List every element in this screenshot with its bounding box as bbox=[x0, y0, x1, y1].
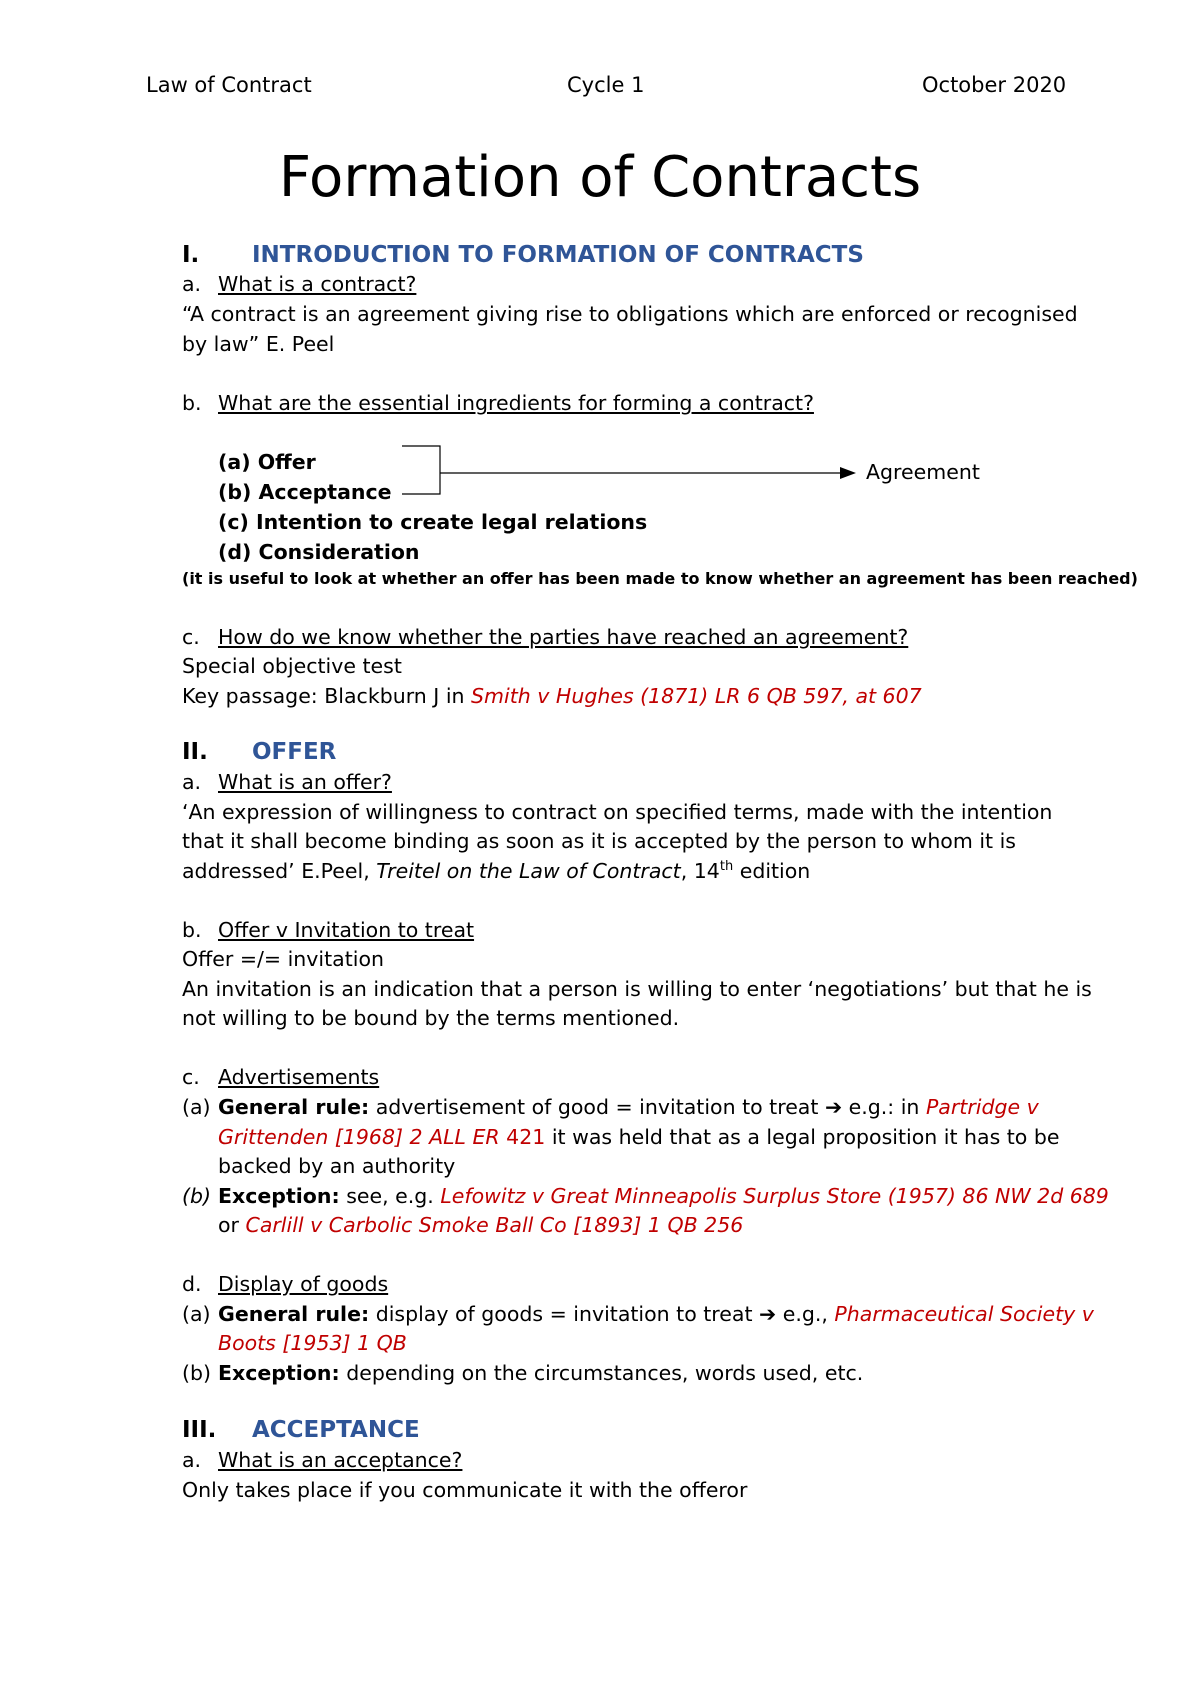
edition-number: , 14 bbox=[680, 859, 720, 883]
list-label: c. bbox=[182, 1065, 200, 1089]
case-citation: Pharmaceutical Society v bbox=[834, 1302, 1094, 1326]
section-title: ACCEPTANCE bbox=[252, 1417, 420, 1443]
subheading-text: How do we know whether the parties have reached an agreement? bbox=[218, 625, 909, 649]
subheading-text: Advertisements bbox=[218, 1065, 380, 1089]
rule-text: depending on the circumstances, words used, etc. bbox=[339, 1361, 864, 1385]
case-citation: Partridge v bbox=[925, 1095, 1039, 1119]
subheading-essential-ingredients bbox=[182, 389, 814, 418]
rule-label: General rule: bbox=[218, 1095, 370, 1119]
subheading-text: What is an acceptance? bbox=[218, 1448, 463, 1472]
case-citation: Smith v Hughes (1871) LR 6 QB 597, at 607 bbox=[471, 684, 922, 708]
offer-definition-line-2: that it shall become binding as soon as it is accepted by the person to whom it is bbox=[182, 829, 1016, 853]
arrow-head bbox=[840, 467, 856, 479]
definition-source: addressed’ E.Peel, bbox=[182, 859, 377, 883]
ingredient-consideration: (d) Consideration bbox=[218, 540, 420, 564]
section-heading-1 bbox=[182, 242, 864, 268]
subheading-text: Offer v Invitation to treat bbox=[218, 918, 475, 942]
example-text: e.g.: in bbox=[842, 1095, 926, 1119]
list-label: d. bbox=[182, 1272, 202, 1296]
rule-label: Exception: bbox=[218, 1361, 340, 1385]
subheading-advertisements bbox=[182, 1063, 379, 1092]
header-right: October 2020 bbox=[922, 73, 1067, 97]
contract-quote-line-1: “A contract is an agreement giving rise to obligations which are enforced or recognised bbox=[182, 302, 1078, 326]
case-citation: Carlill v Carbolic Smoke Ball Co [1893] 1 QB 256 bbox=[245, 1213, 744, 1237]
subheading-text: Display of goods bbox=[218, 1272, 389, 1296]
offer-definition-line-3 bbox=[182, 857, 810, 886]
display-exception bbox=[182, 1359, 863, 1388]
example-text: e.g., bbox=[776, 1302, 835, 1326]
objective-test-text: Special objective test bbox=[182, 654, 402, 678]
display-general-rule-line-2 bbox=[218, 1329, 407, 1358]
header-center: Cycle 1 bbox=[567, 73, 645, 97]
section-title: INTRODUCTION TO FORMATION OF CONTRACTS bbox=[252, 242, 864, 268]
subheading-display-of-goods bbox=[182, 1270, 388, 1299]
case-citation: Lefowitz v Great Minneapolis Surplus Store (1957) 86 NW 2d 689 bbox=[440, 1184, 1109, 1208]
offer-definition-line-1: ‘An expression of willingness to contract on specified terms, made with the intention bbox=[182, 800, 1053, 824]
offer-note: (it is useful to look at whether an offer has been made to know whether an agreement has been reached) bbox=[182, 569, 1138, 588]
section-number: I. bbox=[182, 242, 200, 268]
case-page-number: 421 bbox=[499, 1125, 546, 1149]
agreement-bracket-arrow bbox=[400, 440, 860, 500]
rule-label: General rule: bbox=[218, 1302, 370, 1326]
rule-label: Exception: bbox=[218, 1184, 340, 1208]
section-heading-3 bbox=[182, 1417, 420, 1443]
list-label: (a) bbox=[182, 1095, 211, 1119]
list-label: (b) bbox=[182, 1361, 212, 1385]
ordinal-suffix: th bbox=[719, 859, 734, 875]
subheading-what-is-acceptance bbox=[182, 1446, 462, 1475]
section-number: II. bbox=[182, 739, 208, 765]
list-label: a. bbox=[182, 770, 202, 794]
bracket-line bbox=[402, 446, 440, 494]
advert-general-rule-line-3: backed by an authority bbox=[218, 1154, 456, 1178]
edition-word: edition bbox=[733, 859, 811, 883]
ingredient-intention: (c) Intention to create legal relations bbox=[218, 510, 648, 534]
key-passage-text bbox=[182, 682, 922, 711]
rule-text: display of goods = invitation to treat bbox=[369, 1302, 760, 1326]
subheading-text: What is a contract? bbox=[218, 272, 417, 296]
advert-general-rule bbox=[182, 1093, 1039, 1122]
acceptance-definition: Only takes place if you communicate it with the offeror bbox=[182, 1478, 748, 1502]
rule-text: advertisement of good = invitation to treat bbox=[369, 1095, 825, 1119]
list-label: a. bbox=[182, 272, 202, 296]
key-passage-prefix: Key passage: Blackburn J in bbox=[182, 684, 472, 708]
subheading-text: What is an offer? bbox=[218, 770, 392, 794]
advert-general-rule-line-2 bbox=[218, 1123, 1059, 1152]
list-label: c. bbox=[182, 625, 200, 649]
list-label: b. bbox=[182, 918, 202, 942]
list-label: (b) bbox=[182, 1184, 212, 1208]
ingredient-offer: (a) Offer bbox=[218, 450, 316, 474]
arrow-icon: ➔ bbox=[824, 1095, 843, 1119]
list-label: b. bbox=[182, 391, 202, 415]
subheading-what-is-offer bbox=[182, 768, 392, 797]
rule-text: see, e.g. bbox=[339, 1184, 441, 1208]
contract-quote-line-2: by law” E. Peel bbox=[182, 332, 335, 356]
subheading-reached-agreement bbox=[182, 623, 908, 652]
subheading-what-is-contract bbox=[182, 270, 416, 299]
arrow-icon: ➔ bbox=[759, 1302, 777, 1326]
book-title: Treitel on the Law of Contract bbox=[376, 859, 681, 883]
section-heading-2 bbox=[182, 739, 336, 765]
section-title: OFFER bbox=[252, 739, 337, 765]
header-left: Law of Contract bbox=[146, 73, 312, 97]
case-citation: Boots [1953] 1 QB bbox=[218, 1331, 407, 1355]
agreement-label: Agreement bbox=[866, 460, 980, 484]
page-title: Formation of Contracts bbox=[278, 145, 922, 210]
advert-exception bbox=[182, 1182, 1109, 1211]
or-text: or bbox=[218, 1213, 246, 1237]
advert-exception-line-2 bbox=[218, 1211, 743, 1240]
invitation-definition-line-2: not willing to be bound by the terms mentioned. bbox=[182, 1006, 680, 1030]
case-citation: Grittenden [1968] 2 ALL ER bbox=[218, 1125, 500, 1149]
list-label: (a) bbox=[182, 1302, 211, 1326]
subheading-offer-v-invitation bbox=[182, 916, 474, 945]
rule-text: it was held that as a legal proposition it has to be bbox=[545, 1125, 1060, 1149]
section-number: III. bbox=[182, 1417, 217, 1443]
offer-not-invitation: Offer =/= invitation bbox=[182, 947, 384, 971]
subheading-text: What are the essential ingredients for forming a contract? bbox=[218, 391, 814, 415]
display-general-rule bbox=[182, 1300, 1094, 1329]
invitation-definition-line-1: An invitation is an indication that a person is willing to enter ‘negotiations’ but that he is bbox=[182, 977, 1092, 1001]
ingredient-acceptance: (b) Acceptance bbox=[218, 480, 392, 504]
list-label: a. bbox=[182, 1448, 202, 1472]
